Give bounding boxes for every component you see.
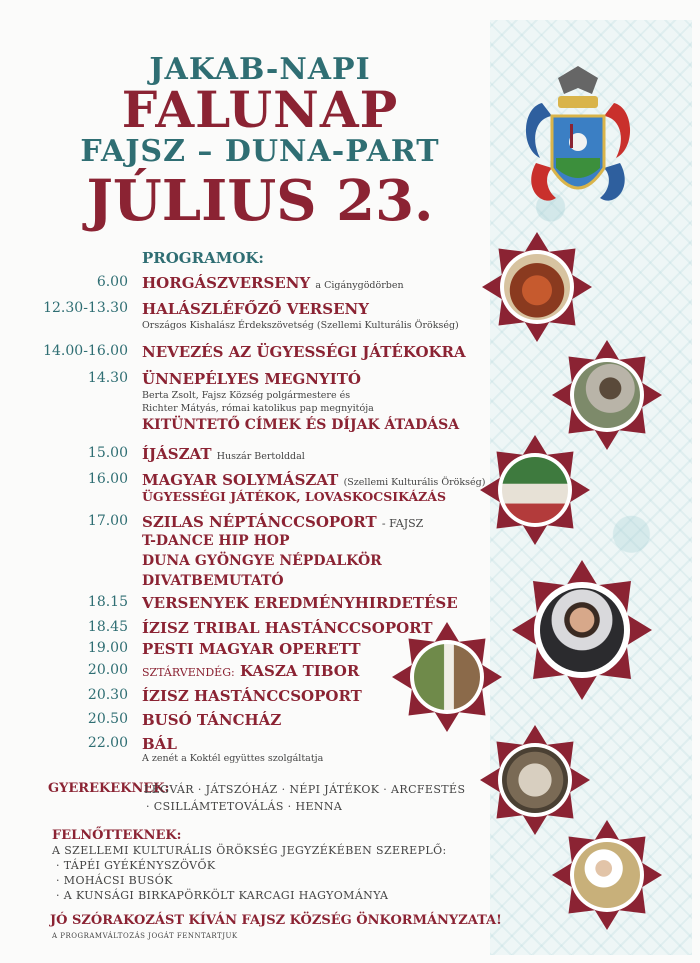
event-time: 6.00 <box>96 274 128 290</box>
event-title: HALÁSZLÉFŐZŐ VERSENY <box>142 300 369 318</box>
event-title: ÍJÁSZAT Huszár Bertolddal <box>142 445 305 463</box>
event-subtitle: A zenét a Koktél együttes szolgáltatja <box>142 753 324 764</box>
photo-medallion-fish-soup <box>482 232 592 342</box>
event-extra: DUNA GYÖNGYE NÉPDALKÖR <box>142 553 382 569</box>
event-title: BÁL <box>142 735 177 753</box>
event-time: 16.00 <box>87 471 128 487</box>
event-extra: KITÜNTETŐ CÍMEK ÉS DÍJAK ÁTADÁSA <box>142 417 460 433</box>
kids-activities: · CSILLÁMTETOVÁLÁS · HENNA <box>146 800 343 813</box>
adults-item: · MOHÁCSI BUSÓK <box>56 874 173 887</box>
event-time: 18.45 <box>87 619 128 635</box>
fine-print: A PROGRAMVÁLTOZÁS JOGÁT FENNTARTJUK <box>52 932 238 940</box>
adults-intro: A SZELLEMI KULTURÁLIS ÖRÖKSÉG JEGYZÉKÉBEN SZEREPLŐ: <box>52 844 447 857</box>
photo-medallion-falcon <box>552 340 662 450</box>
event-time: 20.30 <box>87 687 128 703</box>
event-title: SZILAS NÉPTÁNCCSOPORT - FAJSZ <box>142 513 424 531</box>
adults-item: · A KUNSÁGI BIRKAPÖRKÖLT KARCAGI HAGYOMÁNYA <box>56 889 389 902</box>
photo-medallion-buso <box>480 725 590 835</box>
event-title: ÍZISZ TRIBAL HASTÁNCCSOPORT <box>142 619 433 637</box>
event-time: 20.00 <box>87 662 128 678</box>
program-heading: PROGRAMOK: <box>142 249 264 267</box>
event-title: MAGYAR SOLYMÁSZAT (Szellemi Kulturális Örökség) <box>142 471 486 489</box>
event-time: 22.00 <box>87 735 128 751</box>
event-extra: T-DANCE HIP HOP <box>142 533 290 549</box>
event-title: NEVEZÉS AZ ÜGYESSÉGI JÁTÉKOKRA <box>142 343 466 361</box>
photo-medallion-archery <box>392 622 502 732</box>
event-time: 14.00-16.00 <box>43 343 128 359</box>
event-title: HORGÁSZVERSENY a Cigánygödörben <box>142 274 404 292</box>
event-time: 14.30 <box>87 370 128 386</box>
title-line-1: JAKAB-NAPI <box>149 52 371 87</box>
title-location: FAJSZ – DUNA-PART <box>80 134 440 169</box>
event-time: 20.50 <box>87 711 128 727</box>
kids-label: GYEREKEKNEK: <box>48 781 170 796</box>
photo-medallion-star-guest <box>512 560 652 700</box>
event-subtitle: Richter Mátyás, római katolikus pap megnyitója <box>142 403 374 414</box>
kids-activities: LÉGVÁR · JÁTSZÓHÁZ · NÉPI JÁTÉKOK · ARCFESTÉS <box>144 783 466 796</box>
adults-item: · TÁPÉI GYÉKÉNYSZÖVŐK <box>56 859 216 872</box>
event-title: ÜNNEPÉLYES MEGNYITÓ <box>142 370 361 388</box>
adults-label: FELNŐTTEKNEK: <box>52 828 182 843</box>
event-extra: DIVATBEMUTATÓ <box>142 573 284 589</box>
event-title: BUSÓ TÁNCHÁZ <box>142 711 282 729</box>
event-title: SZTÁRVENDÉG: KASZA TIBOR <box>142 662 360 680</box>
coat-of-arms <box>522 58 634 218</box>
photo-medallion-dancers <box>480 435 590 545</box>
event-time: 18.15 <box>87 594 128 610</box>
event-subtitle: Berta Zsolt, Fajsz Község polgármestere és <box>142 390 351 401</box>
event-title: ÍZISZ HASTÁNCCSOPORT <box>142 687 362 705</box>
closing-line: JÓ SZÓRAKOZÁST KÍVÁN FAJSZ KÖZSÉG ÖNKORMÁNYZATA! <box>50 913 502 928</box>
event-title: PESTI MAGYAR OPERETT <box>142 640 361 658</box>
title-main: FALUNAP <box>121 80 399 139</box>
photo-medallion-weaver <box>552 820 662 930</box>
event-subtitle: Országos Kishalász Érdekszövetség (Szellemi Kulturális Örökség) <box>142 320 459 331</box>
title-date: JÚLIUS 23. <box>86 168 434 234</box>
event-time: 19.00 <box>87 640 128 656</box>
event-extra: ÜGYESSÉGI JÁTÉKOK, LOVASKOCSIKÁZÁS <box>142 489 447 504</box>
event-time: 15.00 <box>87 445 128 461</box>
event-time: 17.00 <box>87 513 128 529</box>
event-time: 12.30-13.30 <box>43 300 128 316</box>
event-title: VERSENYEK EREDMÉNYHIRDETÉSE <box>142 594 458 612</box>
